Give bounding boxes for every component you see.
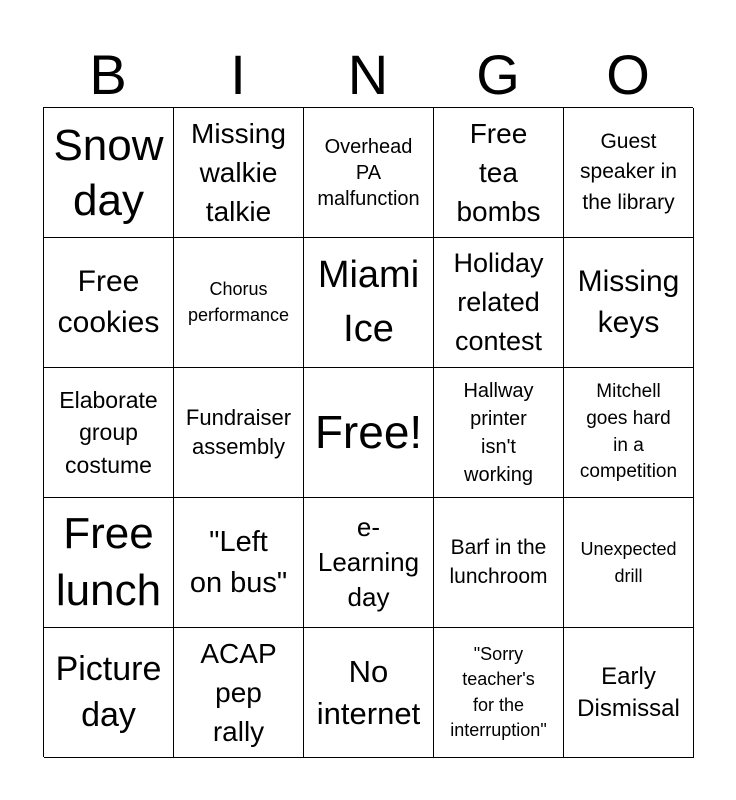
cell-text: Missing walkie talkie — [191, 117, 286, 228]
cell-text: Miami Ice — [317, 254, 420, 350]
bingo-cell-r3-c3[interactable] — [434, 498, 564, 628]
bingo-cell-r2-c3[interactable] — [434, 368, 564, 498]
bingo-cell-r2-c0[interactable] — [44, 368, 174, 498]
bingo-cell-r3-c4[interactable] — [564, 498, 694, 628]
header-letter-o: O — [606, 43, 650, 106]
bingo-cell-r1-c0[interactable] — [44, 238, 174, 368]
bingo-cell-r4-c4[interactable] — [564, 628, 694, 758]
cell-text: Guest speaker in the library — [580, 129, 677, 214]
bingo-cell-r3-c2[interactable] — [304, 498, 434, 628]
header-letter-g: G — [476, 43, 520, 106]
cell-text: Overhead PA malfunction — [317, 135, 420, 210]
cell-text: Free cookies — [57, 265, 160, 339]
cell-text: Unexpected drill — [580, 539, 677, 586]
bingo-cell-r1-c1[interactable] — [174, 238, 304, 368]
bingo-cell-r2-c1[interactable] — [174, 368, 304, 498]
bingo-cell-r4-c2[interactable] — [304, 628, 434, 758]
bingo-cell-r4-c0[interactable] — [44, 628, 174, 758]
bingo-cell-r4-c1[interactable] — [174, 628, 304, 758]
cell-text: "Left on bus" — [189, 525, 288, 599]
cell-text: Early Dismissal — [577, 662, 680, 722]
bingo-cell-r0-c0[interactable] — [44, 108, 174, 238]
bingo-cell-r1-c2[interactable] — [304, 238, 434, 368]
bingo-cell-r0-c2[interactable] — [304, 108, 434, 238]
cell-text: "Sorry teacher's for the interruption" — [450, 644, 547, 740]
bingo-cell-r0-c4[interactable] — [564, 108, 694, 238]
cell-text: e- Learning day — [317, 511, 420, 613]
bingo-board — [43, 107, 693, 757]
bingo-header — [43, 44, 693, 106]
cell-text: Mitchell goes hard in a competition — [579, 381, 678, 483]
cell-text: Snow day — [53, 120, 164, 225]
cell-text: Chorus performance — [187, 279, 290, 325]
cell-text: Missing keys — [577, 265, 680, 339]
header-letter-b: B — [89, 43, 127, 106]
cell-text: ACAP pep rally — [200, 637, 277, 748]
bingo-cell-r0-c1[interactable] — [174, 108, 304, 238]
cell-text: Free tea bombs — [456, 117, 541, 228]
cell-text: No internet — [316, 654, 421, 731]
bingo-cell-r4-c3[interactable] — [434, 628, 564, 758]
bingo-cell-r3-c1[interactable] — [174, 498, 304, 628]
bingo-cell-r1-c3[interactable] — [434, 238, 564, 368]
cell-text: Free! — [314, 405, 423, 458]
bingo-cell-r2-c4[interactable] — [564, 368, 694, 498]
cell-text: Elaborate group costume — [59, 387, 158, 478]
header-letter-n: N — [347, 43, 389, 106]
cell-text: Picture day — [55, 649, 162, 734]
cell-text: Fundraiser assembly — [185, 404, 292, 459]
bingo-cell-r2-c2[interactable] — [304, 368, 434, 498]
bingo-cell-r0-c3[interactable] — [434, 108, 564, 238]
bingo-cell-r1-c4[interactable] — [564, 238, 694, 368]
cell-text: Hallway printer isn't working — [463, 379, 534, 486]
bingo-cell-r3-c0[interactable] — [44, 498, 174, 628]
header-letter-i: I — [230, 43, 246, 106]
cell-text: Barf in the lunchroom — [449, 536, 548, 588]
cell-text: Free lunch — [55, 509, 162, 615]
cell-text: Holiday related contest — [453, 247, 544, 357]
